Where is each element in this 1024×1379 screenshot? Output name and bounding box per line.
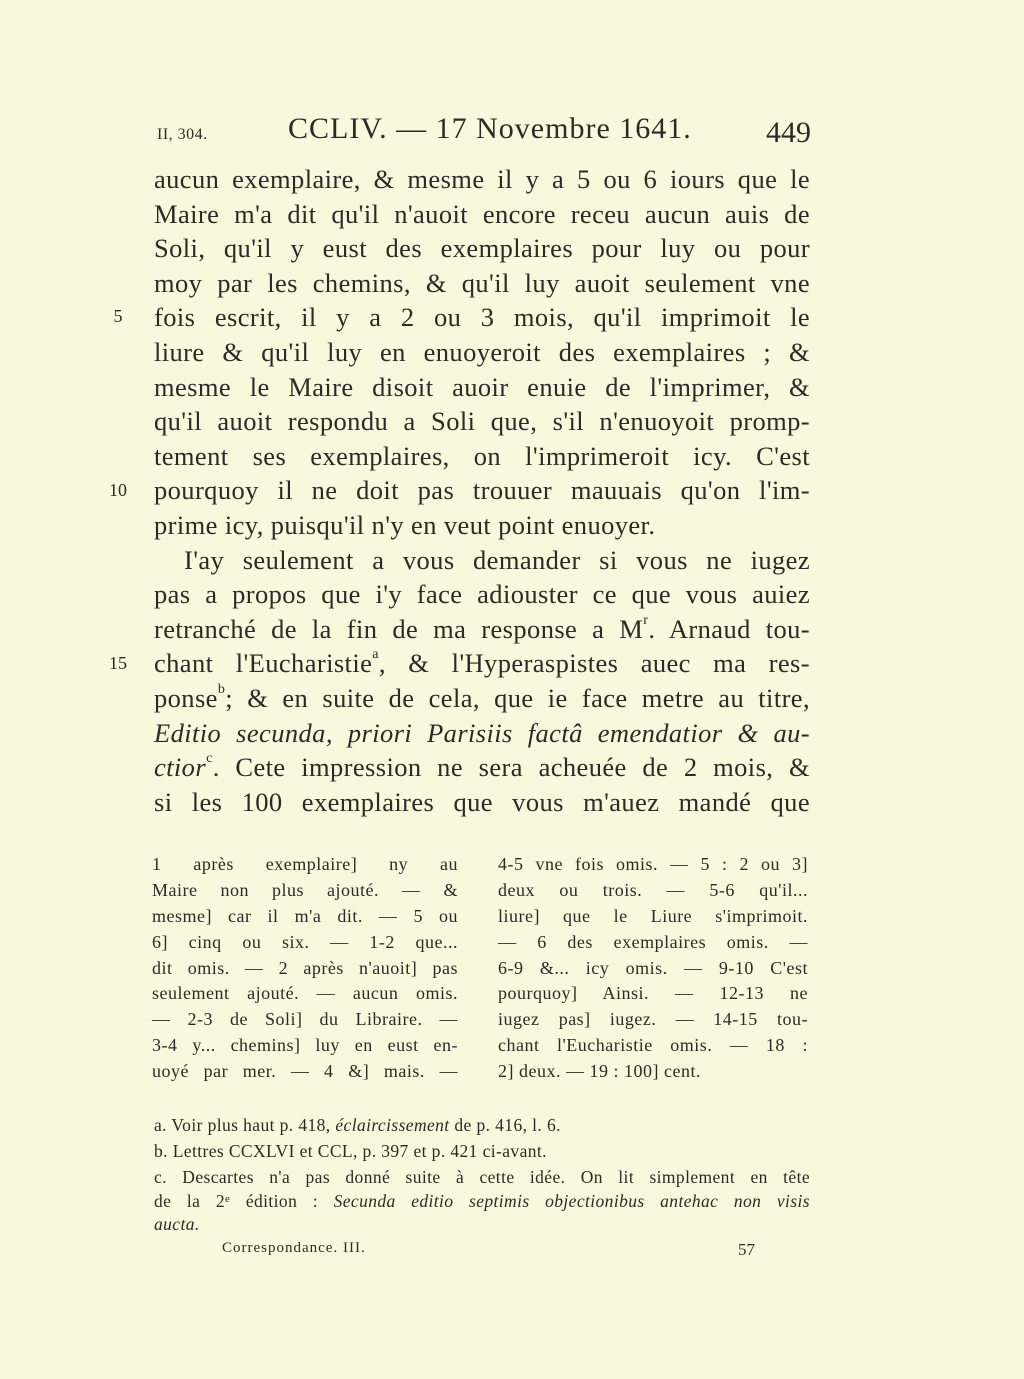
variant-line: — 6 des exemplaires omis. — bbox=[498, 931, 808, 952]
footnote-c-line bbox=[154, 1190, 810, 1214]
line-number-15: 15 bbox=[109, 653, 127, 673]
variant-line: pourquoy] Ainsi. — 12-13 ne bbox=[498, 983, 808, 1004]
body-line: Soli, qu'il y eust des exemplaires pour luy ou pour bbox=[154, 233, 810, 264]
variant-line: liure] que le Liure s'imprimoit. bbox=[498, 905, 808, 926]
body-line-with-note bbox=[154, 612, 810, 647]
italic-title-text: ctior bbox=[154, 752, 207, 783]
footnote-marker-a: a bbox=[372, 647, 379, 663]
variant-readings-column-right bbox=[498, 852, 808, 1085]
body-line: moy par les chemins, & qu'il luy auoit seulement vne bbox=[154, 267, 810, 298]
original-edition-reference: II, 304. bbox=[157, 126, 208, 143]
body-line: tement ses exemplaires, on l'imprimeroit icy. C'est bbox=[154, 440, 810, 471]
body-line: prime icy, puisqu'il n'y en veut point enuoyer. bbox=[154, 509, 656, 540]
variant-line: mesme] car il m'a dit. — 5 ou bbox=[152, 905, 458, 926]
footnote-italic: aucta. bbox=[154, 1214, 200, 1234]
italic-title-text: Editio secunda, priori Parisiis factâ emendatior & au- bbox=[154, 717, 810, 748]
footnote-marker-c: c bbox=[206, 751, 213, 767]
body-line: pourquoy il ne doit pas trouuer mauuais qu'on l'im- bbox=[154, 475, 810, 506]
footnote-a bbox=[154, 1114, 810, 1138]
body-line-with-note bbox=[154, 750, 810, 785]
variant-line: Maire non plus ajouté. — & bbox=[152, 879, 458, 900]
variant-line: 4-5 vne fois omis. — 5 : 2 ou 3] bbox=[498, 854, 808, 874]
footnote-italic: Secunda editio septimis objectionibus antehac non visis bbox=[333, 1190, 810, 1211]
body-line: fois escrit, il y a 2 ou 3 mois, qu'il imprimoit le bbox=[154, 302, 810, 333]
superscript: r bbox=[643, 612, 649, 628]
variant-line: 2] deux. — 19 : 100] cent. bbox=[498, 1061, 701, 1082]
body-text-fragment: chant l'Eucharistie bbox=[154, 648, 373, 679]
body-line: pas a propos que i'y face adiouster ce que vous auiez bbox=[154, 579, 810, 610]
body-line: Maire m'a dit qu'il n'auoit encore receu aucun auis de bbox=[154, 198, 810, 229]
footnote-text: a. Voir plus haut p. 418, bbox=[154, 1115, 331, 1135]
page-number: 449 bbox=[766, 116, 811, 149]
footnote-text: de la 2 bbox=[154, 1190, 225, 1211]
variant-line: 1 après exemplaire] ny au bbox=[152, 854, 458, 874]
body-line: mesme le Maire disoit auoir enuie de l'imprimer, & bbox=[154, 371, 810, 402]
footnote-marker-b: b bbox=[217, 681, 226, 697]
signature-mark: Correspondance. III. bbox=[222, 1240, 366, 1256]
variant-line: uoyé par mer. — 4 &] mais. — bbox=[152, 1061, 458, 1082]
variant-line: 6-9 &... icy omis. — 9-10 C'est bbox=[498, 957, 808, 978]
body-text-fragment: , & l'Hyperaspistes auec ma res- bbox=[378, 648, 810, 679]
variant-line: deux ou trois. — 5-6 qu'il... bbox=[498, 879, 808, 900]
body-text-fragment: retranché de la fin de ma response a M bbox=[154, 613, 644, 644]
body-line: liure & qu'il luy en enuoyeroit des exemplaires ; & bbox=[154, 336, 810, 367]
variant-readings-column-left bbox=[152, 852, 458, 1085]
body-line-with-note bbox=[154, 681, 810, 716]
footnote-text: de p. 416, l. 6. bbox=[454, 1115, 561, 1135]
variant-line: chant l'Eucharistie omis. — 18 : bbox=[498, 1035, 808, 1056]
variant-line: seulement ajouté. — aucun omis. bbox=[152, 983, 458, 1004]
footnote-c-line bbox=[154, 1213, 810, 1237]
footnote-c-line: c. Descartes n'a pas donné suite à cette idée. On lit simplement en tête bbox=[154, 1167, 810, 1187]
superscript: e bbox=[224, 1192, 231, 1205]
footnotes bbox=[154, 1114, 810, 1237]
line-number-5: 5 bbox=[113, 306, 123, 326]
body-text-fragment: ponse bbox=[154, 682, 218, 713]
variant-line: dit omis. — 2 après n'auoit] pas bbox=[152, 957, 458, 978]
page-header bbox=[0, 112, 1024, 156]
body-line: si les 100 exemplaires que vous m'auez mandé que bbox=[154, 786, 810, 817]
footnote-italic: éclaircissement bbox=[335, 1115, 450, 1135]
line-number-10: 10 bbox=[109, 480, 127, 500]
signature-number: 57 bbox=[738, 1240, 755, 1259]
body-text-fragment: . Arnaud tou- bbox=[648, 613, 810, 644]
variant-line: 6] cinq ou six. — 1-2 que... bbox=[152, 931, 458, 952]
variant-line: 3-4 y... chemins] luy en eust en- bbox=[152, 1035, 458, 1056]
body-line-with-note bbox=[154, 646, 810, 681]
body-text-fragment: . Cete impression ne sera acheuée de 2 mois, & bbox=[212, 752, 810, 783]
letter-body bbox=[154, 162, 810, 819]
footnote-b: b. Lettres CCXLVI et CCL, p. 397 et p. 421 ci-avant. bbox=[154, 1141, 547, 1161]
letter-heading: CCLIV. — 17 Novembre 1641. bbox=[288, 112, 692, 145]
body-line: qu'il auoit respondu a Soli que, s'il n'enuoyoit promp- bbox=[154, 406, 810, 437]
body-line bbox=[154, 716, 810, 751]
variant-line: iugez pas] iugez. — 14-15 tou- bbox=[498, 1009, 808, 1030]
variant-line: — 2-3 de Soli] du Libraire. — bbox=[152, 1009, 458, 1030]
body-text-fragment: ; & en suite de cela, que ie face metre au titre, bbox=[225, 682, 810, 713]
body-line: I'ay seulement a vous demander si vous ne iugez bbox=[184, 544, 810, 575]
footnote-text: édition : bbox=[230, 1190, 319, 1211]
body-line: aucun exemplaire, & mesme il y a 5 ou 6 iours que le bbox=[154, 164, 810, 194]
